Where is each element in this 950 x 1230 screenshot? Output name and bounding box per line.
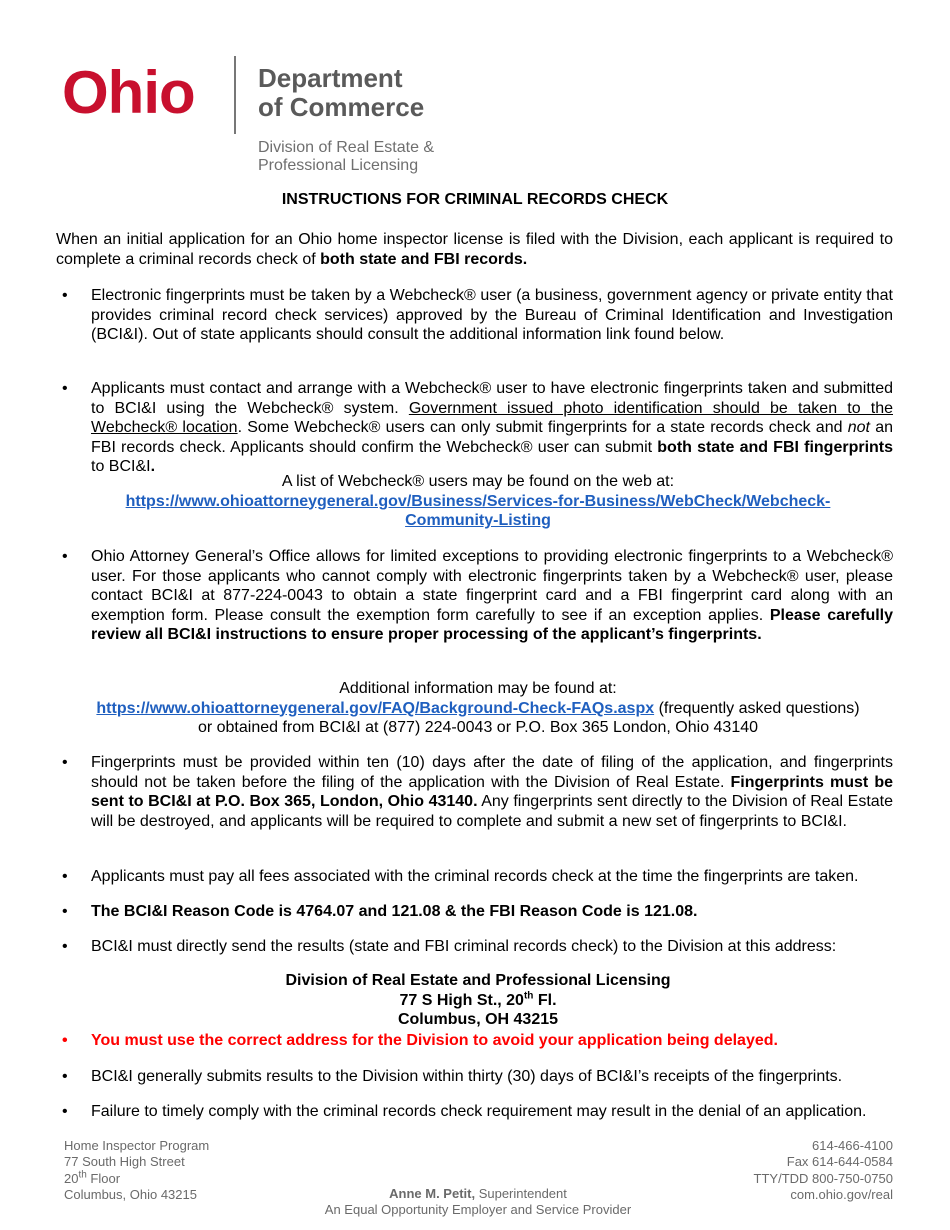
bullet-timing: Fingerprints must be provided within ten (10) days after the date of filing of the application, and fingerprints should not be taken before the filing of the application with the Division of Real Estate. Fingerprints must be sent to BCI&I at P.O. Box 365, London, Ohio 43140. Any fingerprints sent directly to the Division of Real Estate will be destroyed, and applicants will be required to complete and submit a new set of fingerprints to BCI&I. — [91, 754, 894, 830]
bullet-icon: • — [62, 1103, 68, 1120]
bullet-fees: Applicants must pay all fees associated with the criminal records check at the time the fingerprints are taken. — [91, 868, 859, 885]
division-address: Division of Real Estate and Professional Licensing 77 S High St., 20th Fl. Columbus, OH 43215 — [285, 972, 671, 1028]
bullet-icon: • — [62, 287, 68, 304]
bullet-failure-to-comply: Failure to timely comply with the criminal records check requirement may result in the denial of an application. — [91, 1103, 867, 1120]
department-name: Department of Commerce — [258, 63, 425, 122]
division-name: Division of Real Estate & Professional Licensing — [258, 139, 435, 174]
background-check-faq-link[interactable]: https://www.ohioattorneygeneral.gov/FAQ/Background-Check-FAQs.aspx — [96, 699, 655, 717]
page-title: INSTRUCTIONS FOR CRIMINAL RECORDS CHECK — [281, 191, 669, 208]
bullet-send-results: BCI&I must directly send the results (state and FBI criminal records check) to the Division at this address: — [91, 938, 837, 955]
bullet-correct-address-warning: You must use the correct address for the Division to avoid your application being delayed. — [91, 1032, 778, 1049]
footer-superintendent: Anne M. Petit, Superintendent An Equal Opportunity Employer and Service Provider — [324, 1186, 632, 1218]
bullet-icon: • — [62, 1032, 68, 1049]
bullet-icon: • — [62, 868, 68, 885]
bullet-icon: • — [62, 754, 68, 771]
letterhead — [62, 52, 562, 182]
additional-info-block: Additional information may be found at: https://www.ohioattorneygeneral.gov/FAQ/Background-Check-FAQs.aspx (frequently asked questions) or obtained from BCI&I at (877) 224-0043 or P.O. Box 365 London, Ohio 43140 — [96, 680, 860, 736]
bullet-reason-codes: The BCI&I Reason Code is 4764.07 and 121.08 & the FBI Reason Code is 121.08. — [91, 903, 698, 920]
bullet-exceptions: Ohio Attorney General’s Office allows for limited exceptions to providing electronic fingerprints to a Webcheck® user. For those applicants who cannot comply with electronic fingerprints taken by a Webcheck® user, please contact BCI&I at 877-224-0043 to obtain a state fingerprint card and a FBI fingerprint card along with an exemption form. Please consult the exemption form carefully to see if an exception applies. Please carefully review all BCI&I instructions to ensure proper processing of the applicant’s fingerprints. — [91, 548, 894, 643]
footer-website: com.ohio.gov/real — [790, 1186, 893, 1202]
bullet-webcheck-user: Electronic fingerprints must be taken by a Webcheck® user (a business, government agency or private entity that provides criminal record check services) approved by the Bureau of Criminal Identification and Investigation (BCI&I). Out of state applicants should consult the additional information link found below. — [91, 287, 893, 343]
bullet-arrange-fingerprints: Applicants must contact and arrange with a Webcheck® user to have electronic fingerprints taken and submitted to BCI&I using the Webcheck® system. Government issued photo identification should be taken to the Webcheck® location. Some Webcheck® users can only submit fingerprints for a state records check and not an FBI records check. Applicants should confirm the Webcheck® user can submit both state and FBI fingerprints to BCI&I. — [91, 380, 894, 475]
webcheck-listing-link[interactable]: https://www.ohioattorneygeneral.gov/Business/Services-for-Business/WebCheck/Webcheck- Community-Listing — [125, 492, 831, 529]
footer-address: Home Inspector Program 77 South High Street 20th Floor Columbus, Ohio 43215 — [64, 1138, 210, 1202]
intro-paragraph: When an initial application for an Ohio home inspector license is filed with the Division, each applicant is required to complete a criminal records check of both state and FBI records. — [56, 231, 893, 268]
footer-contact: 614-466-4100 Fax 614-644-0584 TTY/TDD 800-750-0750 com.ohio.gov/real — [753, 1138, 893, 1202]
webcheck-list-block: A list of Webcheck® users may be found on the web at: https://www.ohioattorneygeneral.gov/Business/Services-for-Business/WebCheck/Webcheck- Community-Listing — [125, 473, 831, 529]
bullet-results-timing: BCI&I generally submits results to the Division within thirty (30) days of BCI&I’s receipts of the fingerprints. — [91, 1068, 843, 1085]
ohio-logo: Ohio — [62, 59, 195, 126]
bullet-icon: • — [62, 938, 68, 955]
bullet-icon: • — [62, 1068, 68, 1085]
bullet-icon: • — [62, 380, 68, 397]
bullet-icon: • — [62, 548, 68, 565]
logo-divider — [234, 56, 236, 134]
bullet-icon: • — [62, 903, 68, 920]
